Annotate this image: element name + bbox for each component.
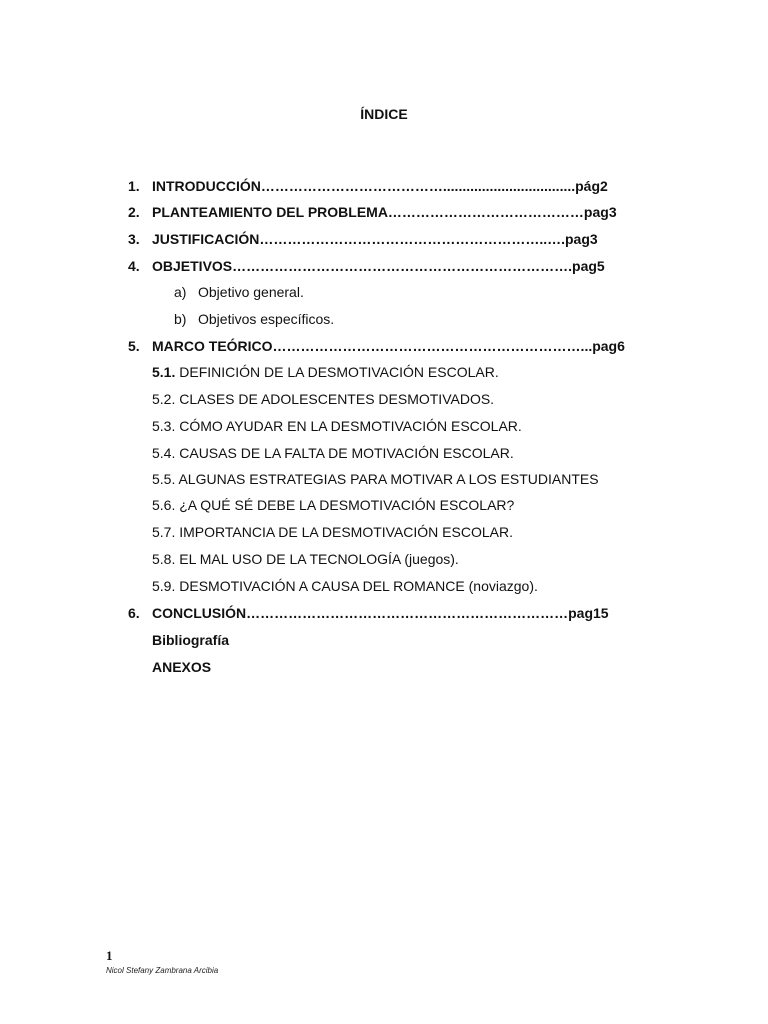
toc-item-text: INTRODUCCIÓN…………………………………..................................pág2 [152,178,608,194]
toc-item-number: 3. [128,231,140,247]
toc-item-number: 4. [128,258,140,274]
toc-item-planteamiento [128,203,617,221]
toc-item-number: a) [174,284,187,300]
toc-item-marco-teorico [128,337,625,355]
toc-item-anexos: ANEXOS [152,659,212,675]
toc-subitem-5-1 [152,363,499,381]
toc-item-number: 1. [128,178,140,194]
toc-item-introduccion [128,177,608,195]
page-title: ÍNDICE [360,106,408,122]
toc-item-bibliografia: Bibliografía [152,632,230,648]
toc-item-objetivos [128,257,605,275]
toc-item-number: 6. [128,605,140,621]
footer-author: Nicol Stefany Zambrana Arcibia [106,966,219,975]
toc-item-justificacion [128,230,598,248]
page-number: 1 [106,948,113,963]
toc-item-text: JUSTIFICACIÓN……………………………………………………..….pag3 [152,231,598,247]
toc-subitem-5-3: 5.3. CÓMO AYUDAR EN LA DESMOTIVACIÓN ESCOLAR. [152,418,522,434]
toc-subitem-5-5: 5.5. ALGUNAS ESTRATEGIAS PARA MOTIVAR A LOS ESTUDIANTES [152,471,599,487]
toc-subitem-5-8: 5.8. EL MAL USO DE LA TECNOLOGÍA (juegos). [152,551,459,567]
toc-item-text: MARCO TEÓRICO…………………………………………………………...pag6 [152,338,625,354]
toc-item-conclusion [128,604,609,622]
toc-subitem-5-2: 5.2. CLASES DE ADOLESCENTES DESMOTIVADOS. [152,391,495,407]
toc-subitem-5-6: 5.6. ¿A QUÉ SÉ DEBE LA DESMOTIVACIÓN ESCOLAR? [152,497,515,513]
toc-item-number: 2. [128,204,140,220]
toc-item-text: DEFINICIÓN DE LA DESMOTIVACIÓN ESCOLAR. [179,364,499,380]
toc-subitem-5-4: 5.4. CAUSAS DE LA FALTA DE MOTIVACIÓN ESCOLAR. [152,445,514,461]
toc-subitem-objetivos-especificos [174,310,334,328]
toc-subitem-5-9: 5.9. DESMOTIVACIÓN A CAUSA DEL ROMANCE (noviazgo). [152,578,538,594]
toc-item-text: OBJETIVOS……………………………………………………………….pag5 [152,258,605,274]
toc-subitem-5-7: 5.7. IMPORTANCIA DE LA DESMOTIVACIÓN ESCOLAR. [152,524,513,540]
toc-item-text: Objetivos específicos. [198,311,335,327]
toc-item-text: CONCLUSIÓN……………………………………………………………pag15 [152,605,609,621]
toc-subitem-objetivo-general [174,283,304,301]
toc-item-text: Objetivo general. [198,284,304,300]
toc-item-number: 5. [128,338,140,354]
toc-item-number: 5.1. [152,364,176,380]
toc-item-text: PLANTEAMIENTO DEL PROBLEMA……………………………………pag3 [152,204,617,220]
toc-item-number: b) [174,311,187,327]
